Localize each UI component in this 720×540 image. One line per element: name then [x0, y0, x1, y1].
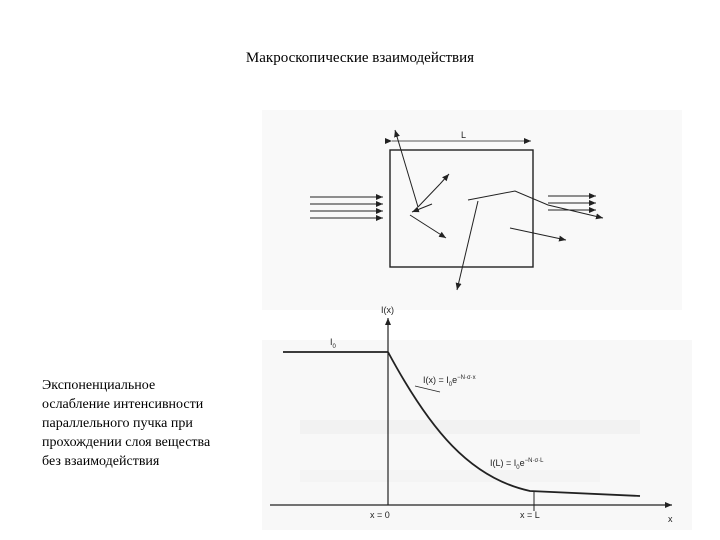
tick-xl-label: x = L	[520, 510, 540, 520]
caption-line: ослабление интенсивности	[42, 397, 204, 412]
curve-formula-rest: e	[452, 375, 458, 385]
caption-line: без взаимодействия	[42, 454, 160, 469]
end-formula-main: I(L) = I	[490, 458, 517, 468]
curve-formula-main: I(x) = I	[423, 375, 449, 385]
tick-x0-label: x = 0	[370, 510, 390, 520]
slide-title: Макроскопические взаимодействия	[245, 50, 475, 66]
end-formula-sup: −N·σ·L	[524, 458, 544, 464]
caption-line: Экспоненциальное	[42, 378, 156, 393]
slab-thickness-label: L	[461, 130, 467, 140]
end-formula-rest: e	[519, 458, 525, 468]
caption-line: прохождении слоя вещества	[42, 435, 211, 450]
i0-label-sub: 0	[332, 344, 336, 350]
curve-formula-sup: −N·σ·x	[457, 375, 476, 381]
y-axis-label: I(x)	[381, 305, 394, 315]
i0-label-main: I	[330, 337, 333, 347]
x-axis-label: x	[668, 514, 673, 524]
curve-formula-sub: 0	[448, 382, 453, 388]
caption-line: параллельного пучка при	[42, 416, 193, 431]
end-formula-sub: 0	[516, 465, 520, 471]
